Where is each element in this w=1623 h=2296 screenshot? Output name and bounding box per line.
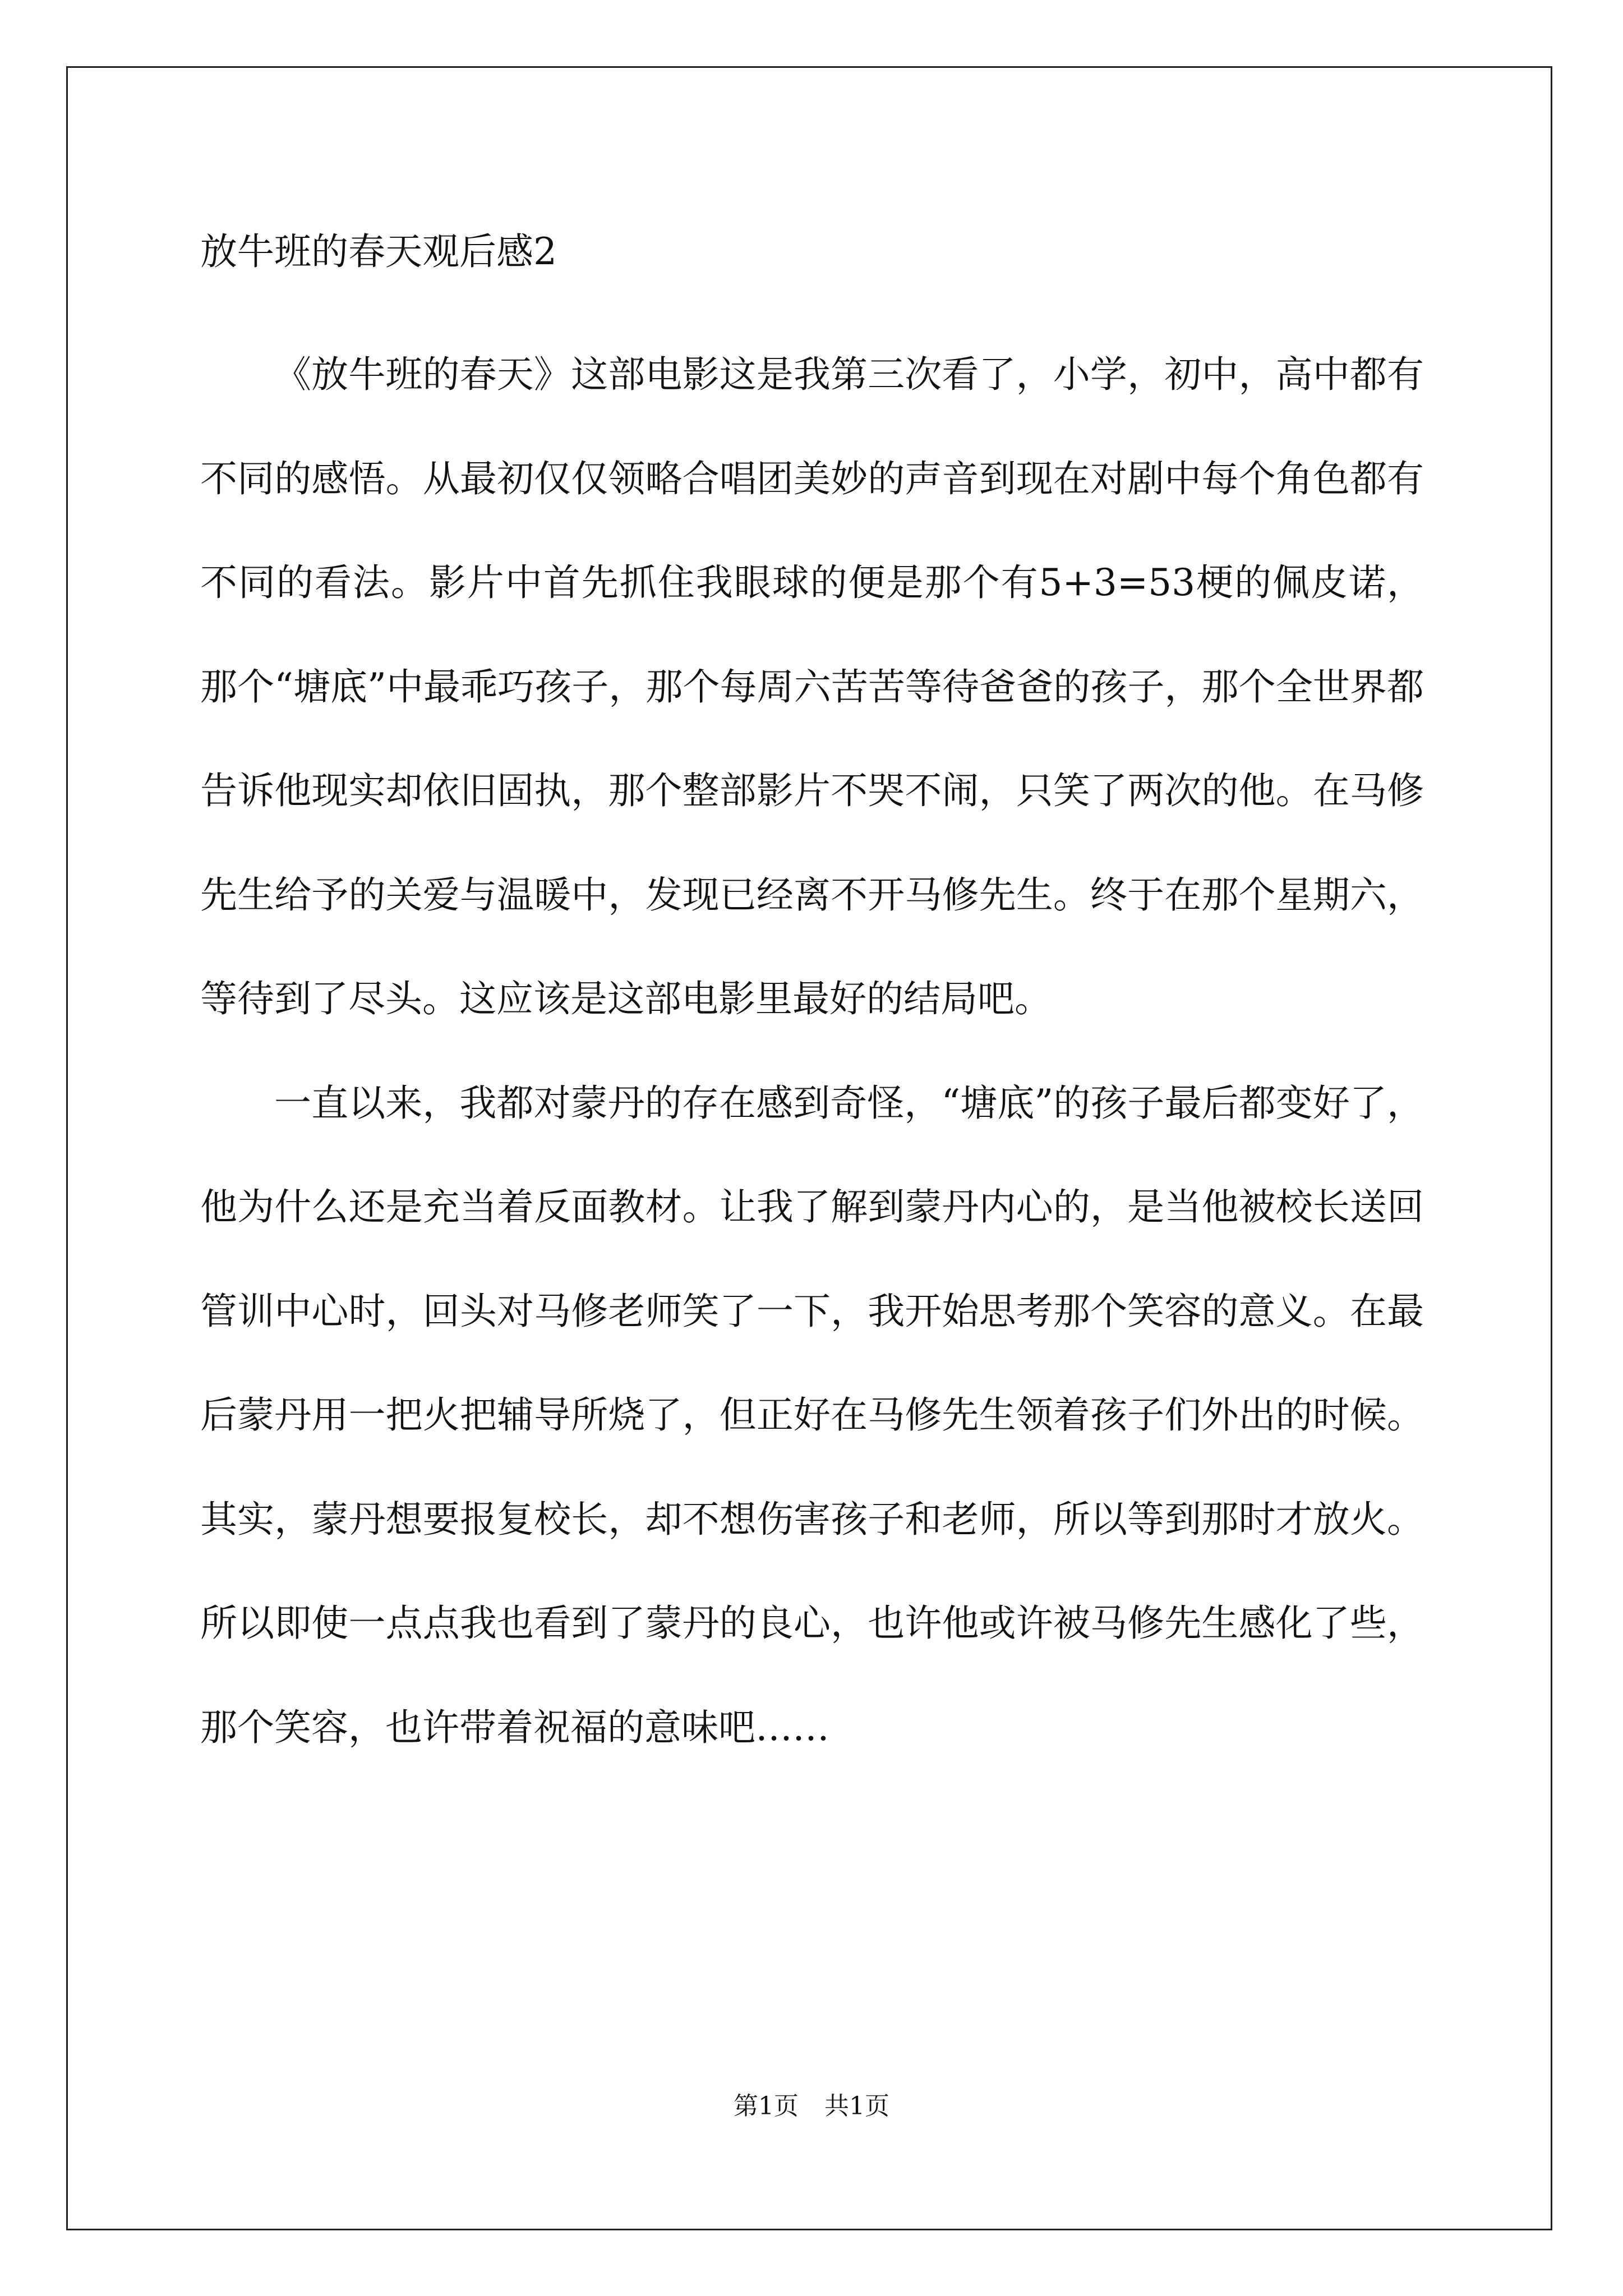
paragraph-2: 一直以来，我都对蒙丹的存在感到奇怪，“塘底”的孩子最后都变好了，他为什么还是充当着反面教材。让我了解到蒙丹内心的，是当他被校长送回管训中心时，回头对马修老师笑了一下，我开始思考那个笑容的意义。在最后蒙丹用一把火把辅导所烧了，但正好在马修先生领着孩子们外出的时候。其实，蒙丹想要报复校长，却不想伤害孩子和老师，所以等到那时才放火。所以即使一点点我也看到了蒙丹的良心，也许他或许被马修先生感化了些，那个笑容，也许带着祝福的意味吧…… bbox=[200, 1081, 1424, 1749]
paragraph-1: 《放牛班的春天》这部电影这是我第三次看了，小学，初中，高中都有不同的感悟。从最初仅仅领略合唱团美妙的声音到现在对剧中每个角色都有不同的看法。影片中首先抓住我眼球的便是那个有5+3=53梗的佩皮诺，那个“塘底”中最乖巧孩子，那个每周六苦苦等待爸爸的孩子，那个全世界都告诉他现实却依旧固执，那个整部影片不哭不闹，只笑了两次的他。在马修先生给予的关爱与温暖中，发现已经离不开马修先生。终于在那个星期六，等待到了尽头。这应该是这部电影里最好的结局吧。 bbox=[200, 353, 1424, 1020]
document-body bbox=[200, 222, 1424, 1779]
document-title: 放牛班的春天观后感2 bbox=[200, 230, 557, 273]
page-number: 第1页 bbox=[734, 2092, 799, 2120]
page-total: 共1页 bbox=[824, 2092, 889, 2120]
page-footer bbox=[0, 2090, 1623, 2123]
